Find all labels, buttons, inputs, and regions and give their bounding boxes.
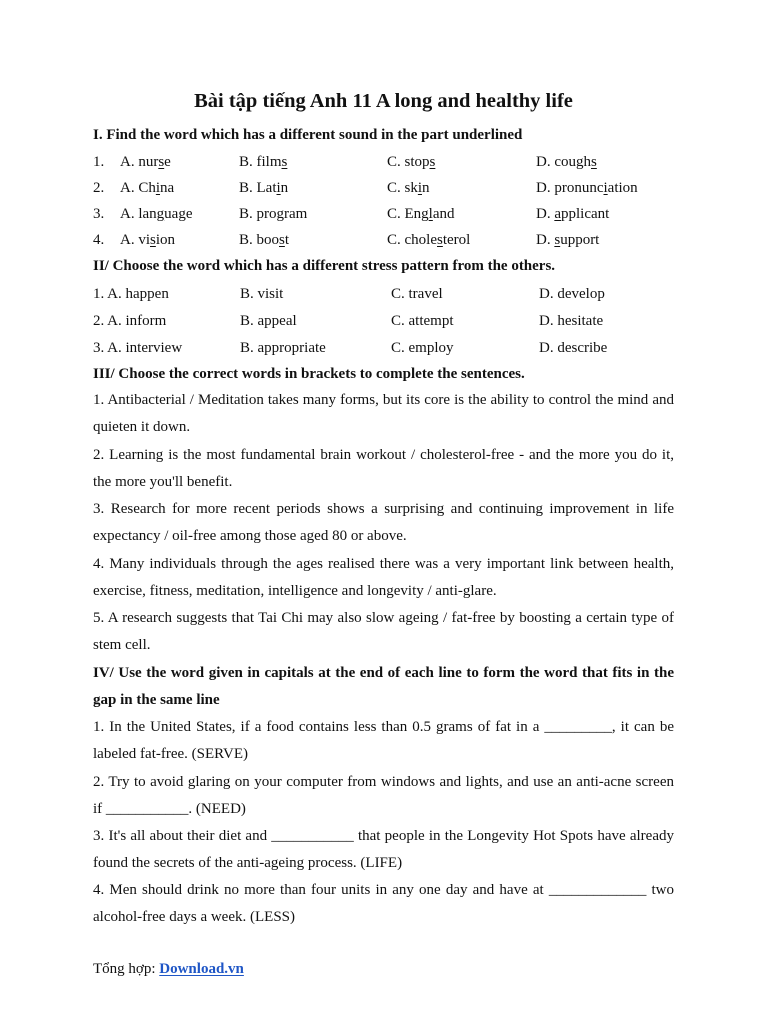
- section-3-item-3: 3. Research for more recent periods shows a surprising and continuing improvement in life expectancy / oil-free among those aged 80 or above.: [93, 501, 674, 545]
- answer-option: A. language: [120, 206, 193, 222]
- underlined-sound: l: [428, 206, 433, 222]
- section-4-item-2: 2. Try to avoid glaring on your computer from windows and lights, and use an anti-acne screen if ___________. (NEED): [93, 774, 674, 818]
- underlined-sound: g: [276, 206, 284, 222]
- underlined-sound: s: [437, 232, 443, 248]
- answer-option: C. stops: [387, 154, 436, 170]
- section-4-heading: IV/ Use the word given in capitals at the end of each line to form the word that fits in the gap in the same line: [93, 665, 674, 709]
- answer-option: D. develop: [539, 286, 605, 302]
- section-3-item-4: 4. Many individuals through the ages realised there was a very important link between health, exercise, fitness, meditation, intelligence and longevity / anti-glare.: [93, 556, 674, 600]
- underlined-sound: s: [279, 232, 285, 248]
- underlined-sound: s: [158, 154, 165, 170]
- underlined-sound: s: [429, 154, 436, 170]
- section-3-item-5: 5. A research suggests that Tai Chi may also slow ageing / fat-free by boosting a certain type of stem cell.: [93, 610, 674, 654]
- underlined-sound: i: [603, 180, 608, 196]
- answer-option: C. travel: [391, 286, 443, 302]
- section-1-row: [93, 177, 674, 199]
- answer-option: C. skin: [387, 180, 430, 196]
- answer-option: D. pronunciation: [536, 180, 638, 196]
- underlined-sound: s: [150, 232, 156, 248]
- section-2-row: [93, 283, 674, 305]
- footer-label: Tổng hợp:: [93, 961, 156, 977]
- answer-option: C. employ: [391, 340, 454, 356]
- section-3-item-1: 1. Antibacterial / Meditation takes many forms, but its core is the ability to control the mind and quieten it down.: [93, 392, 674, 436]
- answer-option: D. support: [536, 232, 600, 248]
- underlined-sound: a: [554, 206, 562, 222]
- section-1-row: [93, 151, 674, 173]
- section-1-heading: I. Find the word which has a different sound in the part underlined: [93, 127, 523, 143]
- section-1-row: [93, 203, 674, 225]
- footer: [93, 958, 244, 980]
- underlined-sound: s: [281, 154, 288, 170]
- section-3-item-2: 2. Learning is the most fundamental brain workout / cholesterol-free - and the more you do it, the more you'll benefit.: [93, 447, 674, 491]
- question-number: 4.: [93, 232, 105, 248]
- section-4-item-3: 3. It's all about their diet and ___________ that people in the Longevity Hot Spots have already found the secrets of the anti-ageing process. (LIFE): [93, 828, 674, 872]
- answer-option: D. describe: [539, 340, 608, 356]
- answer-option: B. appropriate: [240, 340, 326, 356]
- answer-option: B. program: [239, 206, 308, 222]
- question-number: 2.: [93, 180, 105, 196]
- underlined-sound: s: [554, 232, 561, 248]
- section-3-heading: III/ Choose the correct words in brackets to complete the sentences.: [93, 366, 525, 382]
- answer-option: B. boost: [239, 232, 290, 248]
- section-2-heading: II/ Choose the word which has a different stress pattern from the others.: [93, 258, 556, 274]
- underlined-sound: i: [155, 180, 161, 196]
- answer-option: D. hesitate: [539, 313, 604, 329]
- answer-option: B. films: [239, 154, 288, 170]
- answer-option: 1. A. happen: [93, 286, 169, 302]
- answer-option: D. applicant: [536, 206, 610, 222]
- answer-option: C. cholesterol: [387, 232, 471, 248]
- question-number: 1.: [93, 154, 105, 170]
- answer-option: A. China: [120, 180, 175, 196]
- section-2-row: [93, 337, 674, 359]
- section-1-row: [93, 229, 674, 251]
- underlined-sound: s: [591, 154, 597, 170]
- answer-option: C. England: [387, 206, 455, 222]
- underlined-sound: g: [156, 206, 165, 222]
- answer-option: A. vision: [120, 232, 176, 248]
- answer-option: B. Latin: [239, 180, 289, 196]
- answer-option: B. appeal: [240, 313, 297, 329]
- section-4-item-1: 1. In the United States, if a food contains less than 0.5 grams of fat in a _________, it can be labeled fat-free. (SERVE): [93, 719, 674, 763]
- answer-option: 2. A. inform: [93, 313, 167, 329]
- underlined-sound: i: [417, 180, 423, 196]
- answer-option: 3. A. interview: [93, 340, 183, 356]
- answer-option: C. attempt: [391, 313, 454, 329]
- answer-option: A. nurse: [120, 154, 171, 170]
- section-4-item-4: 4. Men should drink no more than four units in any one day and have at _____________ two alcohol-free days a week. (LESS): [93, 882, 674, 926]
- download-vn-link[interactable]: Download.vn: [159, 961, 244, 977]
- answer-option: B. visit: [240, 286, 284, 302]
- section-2-row: [93, 310, 674, 332]
- document-title: Bài tập tiếng Anh 11 A long and healthy life: [194, 90, 573, 112]
- answer-option: D. coughs: [536, 154, 597, 170]
- question-number: 3.: [93, 206, 105, 222]
- underlined-sound: i: [276, 180, 281, 196]
